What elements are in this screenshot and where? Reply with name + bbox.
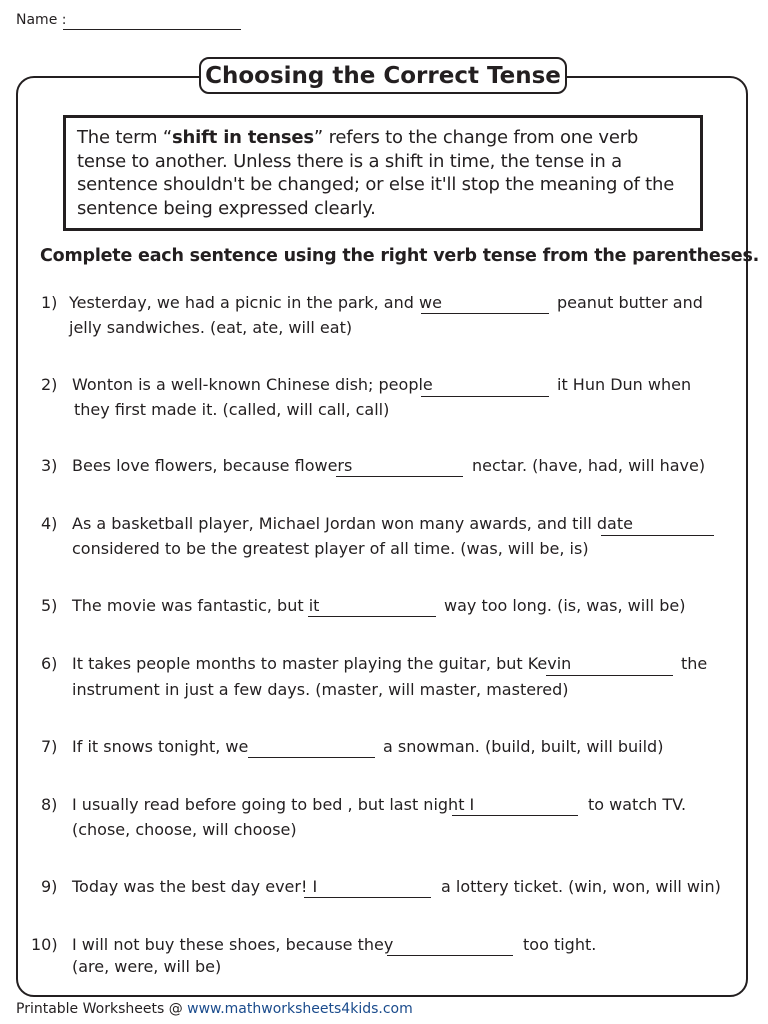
name-field[interactable]	[63, 29, 241, 30]
question-text-line2: jelly sandwiches. (eat, ate, will eat)	[69, 318, 353, 337]
question-number: 1)	[41, 293, 58, 312]
footer-link[interactable]: www.mathworksheets4kids.com	[187, 1001, 413, 1017]
answer-blank[interactable]	[308, 616, 436, 617]
answer-blank[interactable]	[546, 675, 673, 676]
question-text-after: peanut butter and	[557, 293, 703, 312]
question-text-after: a snowman. (build, built, will build)	[383, 737, 664, 756]
answer-blank[interactable]	[387, 955, 513, 956]
question-text-after: too tight.	[523, 935, 597, 954]
question-text-after: a lottery ticket. (win, won, will win)	[441, 877, 721, 896]
question-text-line2: (chose, choose, will choose)	[72, 820, 297, 839]
question-text: The movie was fantastic, but it	[72, 596, 320, 615]
intro-text: ” refers to the change from one verb tense to another. Unless there is a shift in time, the tense in a sentence shouldn't be changed; or else it'll stop the meaning of the sentence being expressed clearly.	[77, 127, 675, 219]
question-number: 9)	[41, 877, 58, 896]
answer-blank[interactable]	[248, 757, 375, 758]
answer-blank[interactable]	[421, 396, 549, 397]
answer-blank[interactable]	[601, 535, 714, 536]
question-number: 10)	[31, 935, 58, 954]
question-text-after: the	[681, 654, 708, 673]
footer	[16, 1001, 413, 1017]
question-number: 8)	[41, 795, 58, 814]
question-text: It takes people months to master playing the guitar, but Kevin	[72, 654, 572, 673]
question-number: 3)	[41, 456, 58, 475]
question-text-line2: instrument in just a few days. (master, will master, mastered)	[72, 680, 569, 699]
intro-box	[63, 115, 703, 231]
footer-label: Printable Worksheets @	[16, 1001, 188, 1017]
answer-blank[interactable]	[304, 897, 431, 898]
question-number: 6)	[41, 654, 58, 673]
question-text-after: nectar. (have, had, will have)	[472, 456, 706, 475]
instructions: Complete each sentence using the right verb tense from the parentheses.	[40, 246, 760, 266]
question-text-line2: (are, were, will be)	[72, 957, 222, 976]
question-text: Today was the best day ever! I	[72, 877, 318, 896]
intro-term: shift in tenses	[172, 127, 314, 148]
question-text-after: way too long. (is, was, will be)	[444, 596, 686, 615]
worksheet-title: Choosing the Correct Tense	[199, 57, 567, 94]
question-text: Yesterday, we had a picnic in the park, and we	[69, 293, 442, 312]
question-number: 2)	[41, 375, 58, 394]
question-text: Bees love flowers, because flowers	[72, 456, 353, 475]
intro-prefix: The term “	[77, 127, 172, 148]
question-text-line2: considered to be the greatest player of all time. (was, will be, is)	[72, 539, 589, 558]
question-text: I will not buy these shoes, because they	[72, 935, 394, 954]
answer-blank[interactable]	[336, 476, 463, 477]
question-text: I usually read before going to bed , but last night I	[72, 795, 475, 814]
question-text-line2: they first made it. (called, will call, call)	[74, 400, 390, 419]
question-number: 4)	[41, 514, 58, 533]
question-text: Wonton is a well-known Chinese dish; people	[72, 375, 433, 394]
question-text: As a basketball player, Michael Jordan won many awards, and till date	[72, 514, 633, 533]
question-text: If it snows tonight, we	[72, 737, 249, 756]
question-number: 5)	[41, 596, 58, 615]
answer-blank[interactable]	[452, 815, 578, 816]
question-text-after: it Hun Dun when	[557, 375, 692, 394]
answer-blank[interactable]	[421, 313, 549, 314]
question-text-after: to watch TV.	[588, 795, 687, 814]
name-label: Name :	[16, 12, 67, 28]
question-number: 7)	[41, 737, 58, 756]
